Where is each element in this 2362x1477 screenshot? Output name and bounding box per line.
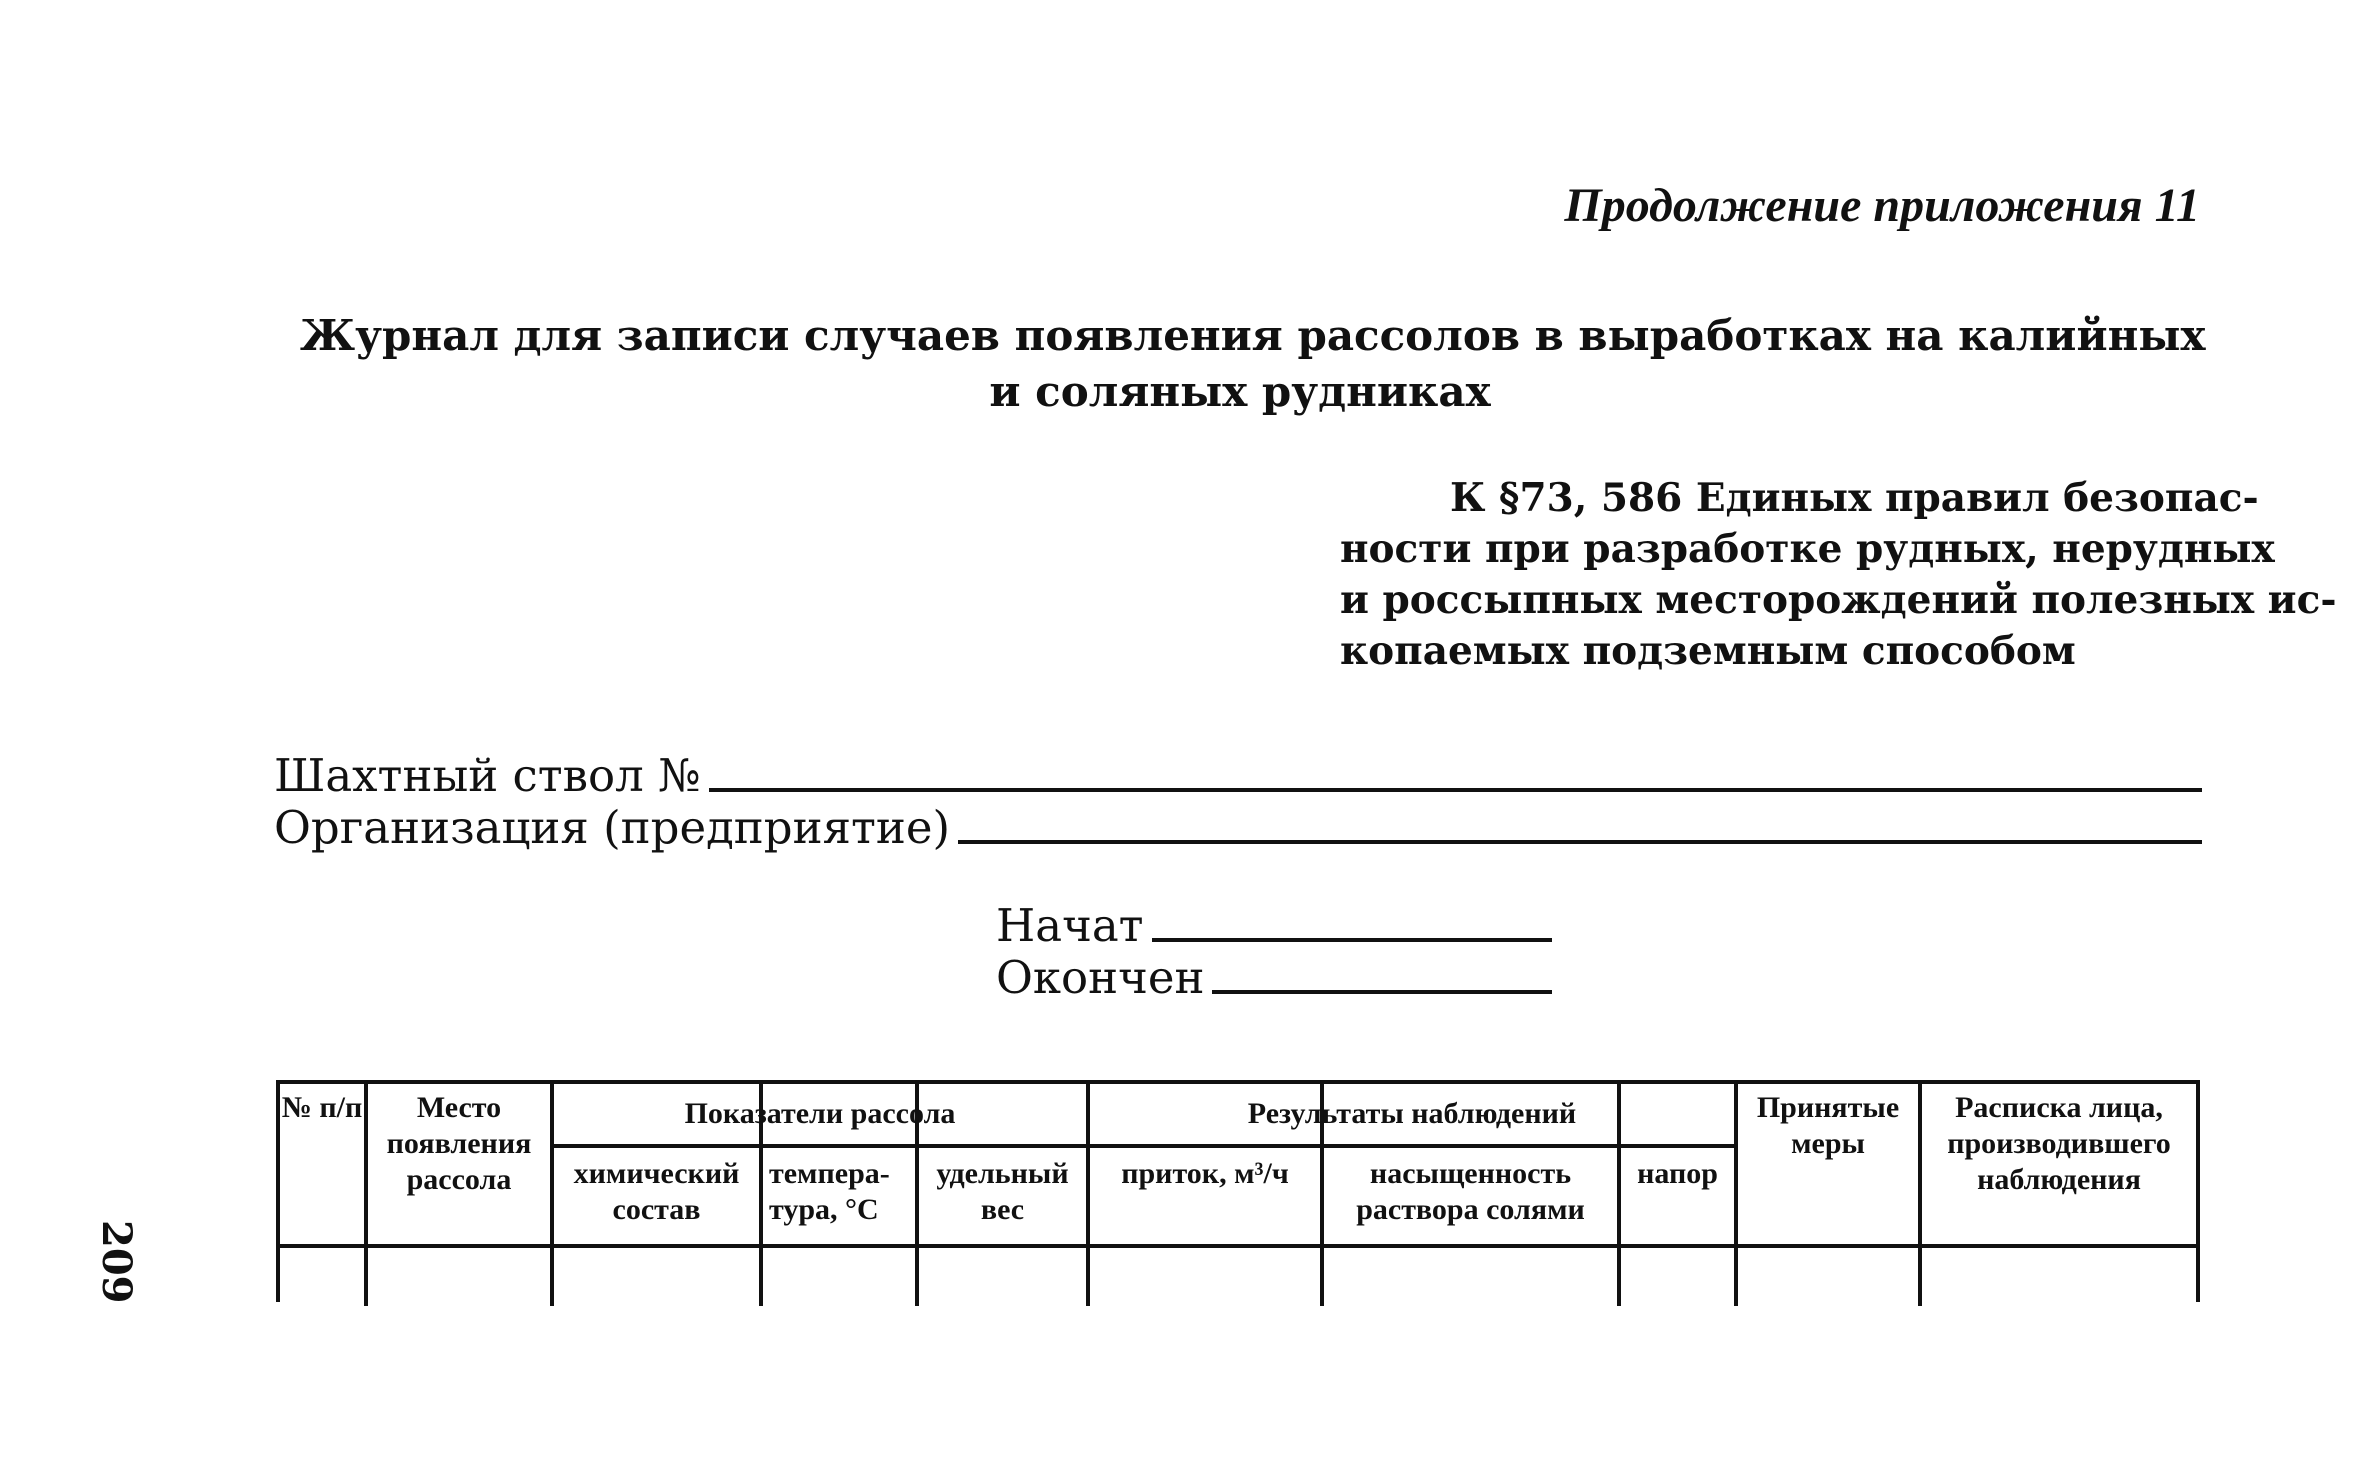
ended-field	[996, 952, 1552, 1004]
header-number: № п/п	[281, 1091, 363, 1124]
started-label: Начат	[996, 899, 1144, 952]
organization-field	[274, 802, 2202, 854]
ended-blank-line[interactable]	[1212, 990, 1552, 994]
header-measures: Принятые меры	[1756, 1091, 1900, 1160]
reference-line-3: и россыпных месторождений полезных ис-	[1340, 577, 2337, 623]
started-blank-line[interactable]	[1152, 938, 1552, 942]
reference-line-2: ности при разработке рудных, нерудных	[1340, 526, 2275, 572]
shaft-label: Шахтный ствол №	[274, 749, 701, 802]
reference-line-4: копаемых подземным способом	[1340, 628, 2076, 674]
header-brine-group: Показатели рассола	[684, 1097, 956, 1130]
continuation-note: Продолжение приложения 11	[1564, 179, 2200, 232]
header-saturation: насыщенность раствора солями	[1356, 1157, 1585, 1226]
organization-label: Организация (предприятие)	[274, 801, 951, 854]
journal-table	[276, 1080, 2200, 1302]
started-field	[996, 900, 1552, 952]
journal-title-line-2: и соляных рудниках	[989, 367, 1491, 416]
organization-blank-line[interactable]	[958, 840, 2202, 844]
header-temperature: темпера-тура, °С	[769, 1157, 890, 1226]
shaft-blank-line[interactable]	[709, 788, 2202, 792]
header-chemical-composition: химический состав	[573, 1157, 740, 1226]
header-inflow: приток, м³/ч	[1121, 1157, 1289, 1190]
header-results-group: Результаты наблюдений	[1247, 1097, 1577, 1130]
header-signature: Расписка лица, производившего наблюдения	[1947, 1091, 2171, 1196]
journal-title-line-1: Журнал для записи случаев появления рассолов в выработках на калийных	[300, 311, 2206, 360]
reference-line-1: К §73, 586 Единых правил безопас-	[1450, 475, 2259, 521]
shaft-field	[274, 750, 2202, 802]
journal-title	[300, 308, 2206, 420]
header-pressure: напор	[1637, 1157, 1718, 1190]
page-number: 209	[93, 1220, 140, 1304]
ended-label: Окончен	[996, 951, 1205, 1004]
header-place: Место появления рассола	[386, 1091, 532, 1196]
header-specific-weight: удельный вес	[936, 1157, 1069, 1226]
regulation-reference	[1340, 473, 2337, 677]
table-row[interactable]	[280, 1248, 2196, 1306]
table-subheader-rule	[550, 1144, 1734, 1148]
